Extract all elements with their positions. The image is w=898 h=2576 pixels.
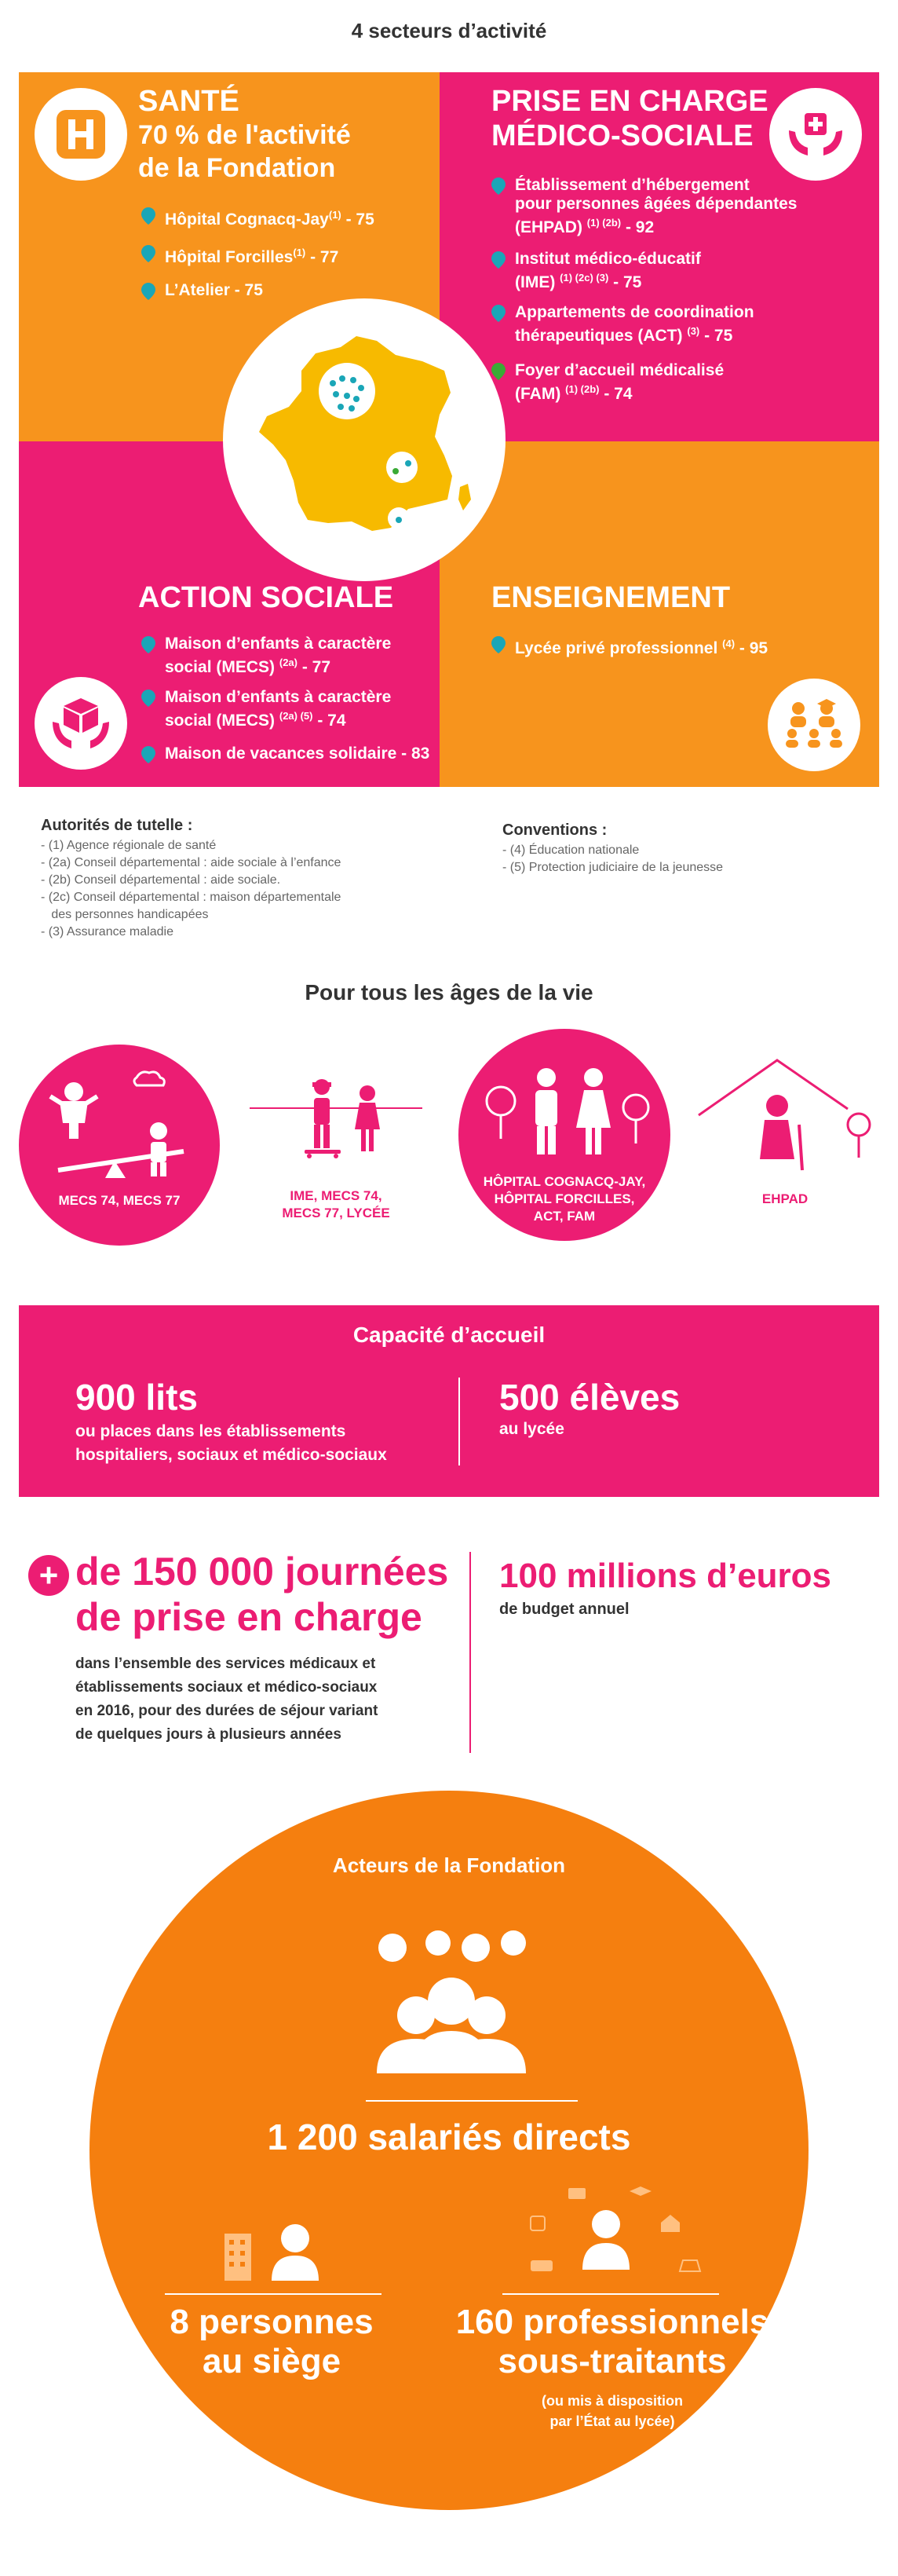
location-pin-icon xyxy=(141,636,155,653)
authorities-list: - (1) Agence régionale de santé - (2a) Conseil départemental : aide sociale à l’enfance - (2b) Conseil départemental : aide sociale. - (2c) Conseil départemental : maison départementale des personnes handicapées - (3) Assurance maladie xyxy=(41,839,341,939)
hands-box-icon xyxy=(35,677,127,770)
age-children-circle xyxy=(19,1045,220,1246)
budget-big: 100 millions d’euros xyxy=(499,1557,832,1595)
page-title: 4 secteurs d’activité xyxy=(351,19,547,42)
location-pin-icon xyxy=(491,177,506,195)
sante-title: SANTÉ xyxy=(138,85,239,118)
age-label-teens: IME, MECS 74, MECS 77, LYCÉE xyxy=(282,1188,390,1220)
headquarters-person-icon xyxy=(220,2221,330,2292)
teens-skate-icon xyxy=(283,1076,408,1170)
enseignement-item: Lycée privé professionnel $^{(4)}$ - 95 xyxy=(491,635,768,658)
location-pin-icon xyxy=(491,636,506,653)
action-item: Maison de vacances solidaire - 83 xyxy=(141,745,455,763)
plus-icon: + xyxy=(28,1555,69,1596)
location-pin-icon xyxy=(141,207,155,225)
budget-desc: de budget annuel xyxy=(499,1601,630,1618)
elderly-house-icon xyxy=(691,1052,879,1178)
age-label-children: MECS 74, MECS 77 xyxy=(58,1193,181,1208)
prise-item: Institut médico-éducatif (IME) $^{(1) (2c) (3)}$ - 75 xyxy=(491,250,860,292)
prise-title-2: MÉDICO-SOCIALE xyxy=(491,119,754,152)
conventions-list: - (4) Éducation nationale - (5) Protection judiciaire de la jeunesse xyxy=(502,843,724,874)
hospital-icon xyxy=(35,88,127,181)
authorities-title: Autorités de tutelle : xyxy=(41,817,193,834)
sante-subtitle-2: de la Fondation xyxy=(138,153,336,183)
sante-item: Hôpital Cognacq-Jay$^{(1)}$ - 75 xyxy=(141,206,374,229)
action-item: Maison d’enfants à caractère social (MECS) $^{(2a) (5)}$ - 74 xyxy=(141,688,408,730)
age-label-adults: HÔPITAL COGNACQ-JAY, HÔPITAL FORCILLES, ACT, FAM xyxy=(483,1174,646,1224)
action-item: Maison d’enfants à caractère social (MECS) $^{(2a)}$ - 77 xyxy=(141,635,408,677)
location-pin-icon xyxy=(141,245,155,262)
students-teacher-icon xyxy=(768,679,860,771)
action-title: ACTION SOCIALE xyxy=(138,581,394,614)
capacity-beds-desc: ou places dans les établissements hospitaliers, sociaux et médico-sociaux xyxy=(75,1422,387,1464)
location-pin-icon xyxy=(141,690,155,707)
france-map xyxy=(223,298,506,581)
capacity-students-desc: au lycée xyxy=(499,1420,564,1438)
actors-salaries: 1 200 salariés directs xyxy=(267,2117,631,2157)
conventions-title: Conventions : xyxy=(502,821,608,839)
capacity-students: 500 élèves xyxy=(499,1377,681,1418)
salaries-divider xyxy=(366,2100,578,2102)
prise-title-1: PRISE EN CHARGE xyxy=(491,85,768,118)
actors-siege: 8 personnes au siège xyxy=(170,2303,374,2380)
sante-subtitle-1: 70 % de l'activité xyxy=(138,120,351,150)
sante-item: Hôpital Forcilles$^{(1)}$ - 77 xyxy=(141,243,338,267)
capacity-divider xyxy=(458,1378,460,1465)
location-pin-icon xyxy=(141,746,155,763)
france-map-shape xyxy=(223,298,506,581)
hands-medical-icon xyxy=(769,88,862,181)
actors-title: Acteurs de la Fondation xyxy=(332,1853,566,1877)
journees-big: de 150 000 journées de prise en charge xyxy=(75,1550,449,1639)
siege-divider xyxy=(165,2293,381,2295)
location-pin-icon xyxy=(141,283,155,300)
children-seesaw-icon xyxy=(19,1045,220,1246)
journees-divider xyxy=(469,1552,471,1753)
sante-item: L’Atelier - 75 xyxy=(141,281,263,300)
actors-pros-note: (ou mis à disposition par l’État au lycée) xyxy=(541,2393,683,2429)
actors-pros: 160 professionnels sous-traitants xyxy=(455,2303,769,2380)
prise-item: Foyer d’accueil médicalisé (FAM) $^{(1) (2b)}$ - 74 xyxy=(491,361,860,404)
pros-divider xyxy=(502,2293,719,2295)
prise-item: Établissement d’hébergement pour personnes âgées dépendantes (EHPAD) $^{(1) (2b)}$ - 92 xyxy=(491,176,860,237)
ages-title: Pour tous les âges de la vie xyxy=(305,980,593,1004)
subcontractors-icon xyxy=(527,2183,708,2293)
team-people-icon xyxy=(361,1929,542,2094)
capacity-beds: 900 lits xyxy=(75,1377,198,1418)
location-pin-icon xyxy=(491,251,506,269)
capacity-title: Capacité d’accueil xyxy=(352,1323,546,1347)
age-label-elderly: EHPAD xyxy=(761,1191,809,1206)
prise-item: Appartements de coordination thérapeutiques (ACT) $^{(3)}$ - 75 xyxy=(491,303,860,346)
journees-desc: dans l’ensemble des services médicaux et établissements sociaux et médico-sociaux en 2016, pour des durées de séjour variant de quelques jours à plusieurs années xyxy=(75,1656,378,1743)
enseignement-title: ENSEIGNEMENT xyxy=(491,581,731,614)
